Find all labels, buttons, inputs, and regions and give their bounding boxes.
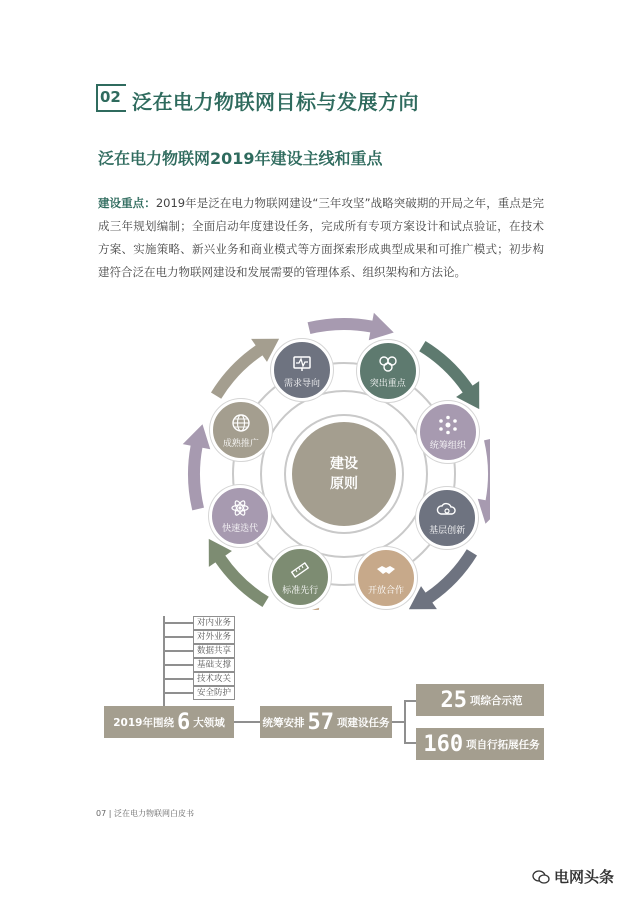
cycle-node (271, 339, 333, 401)
fields-box-pre: 2019年围绕 (113, 716, 174, 729)
outcome-text-1: 项综合示范 (470, 694, 523, 707)
watermark (532, 866, 614, 887)
ruler-icon (289, 559, 311, 581)
tasks-box-num: 57 (307, 709, 334, 735)
connector (404, 700, 406, 744)
watermark-text: 电网头条 (554, 868, 615, 886)
cycle-arrow (308, 313, 394, 341)
cycle-arrow (183, 424, 211, 510)
outcome-num-1: 25 (440, 687, 467, 713)
field-connector (165, 622, 193, 624)
cycle-arrow (419, 341, 479, 409)
field-item: 基础支撑 (193, 658, 235, 672)
cycle-node (416, 487, 478, 549)
atom-icon (229, 497, 251, 519)
cycle-node (209, 485, 271, 547)
field-item: 数据共享 (193, 644, 235, 658)
field-item: 技术攻关 (193, 672, 235, 686)
cycle-node (417, 401, 479, 463)
page-footer: 07 | 泛在电力物联网白皮书 (96, 809, 194, 818)
field-item: 对外业务 (193, 630, 235, 644)
cycle-node-label: 突出重点 (369, 379, 406, 390)
cycle-arrow (478, 438, 490, 524)
cycle-node (269, 546, 331, 608)
connector (404, 700, 416, 702)
target-cluster-icon (377, 352, 399, 374)
cycle-node-label: 开放合作 (367, 586, 404, 597)
cycle-node-label: 基层创新 (429, 526, 466, 537)
outcome-box-1 (416, 684, 544, 716)
cycle-node (210, 399, 272, 461)
network-nodes-icon (437, 414, 459, 436)
section-title: 泛在电力物联网目标与发展方向 (132, 90, 419, 114)
fields-box-num: 6 (176, 709, 191, 735)
cycle-node-label: 成熟推广 (222, 438, 259, 449)
wechat-icon (532, 870, 550, 884)
field-connector (165, 664, 193, 666)
outcome-box-2 (416, 728, 544, 760)
monitor-pulse-icon (291, 352, 313, 374)
center-principle (286, 416, 402, 532)
cycle-arrow (294, 608, 380, 610)
tasks-box-post: 项建设任务 (337, 716, 390, 729)
cycle-node (357, 340, 419, 402)
connector (234, 721, 260, 723)
cloud-gear-icon (436, 499, 458, 521)
outcome-num-2: 160 (423, 731, 464, 757)
fields-box-post: 大领域 (193, 716, 225, 729)
field-item: 对内业务 (193, 616, 235, 630)
section-number: 02 (100, 88, 121, 106)
field-item: 安全防护 (193, 686, 235, 700)
cycle-node-label: 统筹组织 (429, 440, 466, 451)
cycle-node-label: 快速迭代 (222, 524, 259, 535)
cycle-node (355, 547, 417, 609)
body-paragraph (98, 192, 544, 284)
field-connector (165, 692, 193, 694)
cycle-arrow (209, 539, 269, 607)
outcome-text-2: 项自行拓展任务 (466, 738, 540, 751)
cycle-node-label: 需求导向 (284, 378, 321, 389)
fields-box (104, 706, 234, 738)
paragraph-text: 2019年是泛在电力物联网建设“三年攻坚”战略突破期的开局之年，重点是完成三年规划编制；全面启动年度建设任务，完成所有专项方案设计和试点验证，在技术方案、实施策略、新兴业务和商业模式等方面探索形成典型成果和可推广模式；初步构建符合泛在电力物联网建设和发展需要的管理体系、组织架构和方法论。 (98, 196, 544, 279)
subtitle: 泛在电力物联网2019年建设主线和重点 (98, 149, 383, 168)
connector (404, 742, 416, 744)
handshake-icon (375, 559, 397, 581)
globe-icon (230, 412, 252, 434)
field-connector (165, 678, 193, 680)
field-connector (165, 636, 193, 638)
paragraph-lead: 建设重点： (98, 196, 156, 210)
center-label: 建设原则 (330, 456, 358, 492)
cycle-node-label: 标准先行 (282, 585, 319, 596)
field-connector (165, 650, 193, 652)
tasks-box-pre: 统筹安排 (262, 716, 305, 729)
cycle-arrow (409, 549, 477, 609)
tasks-box (260, 706, 392, 738)
connector (392, 721, 404, 723)
